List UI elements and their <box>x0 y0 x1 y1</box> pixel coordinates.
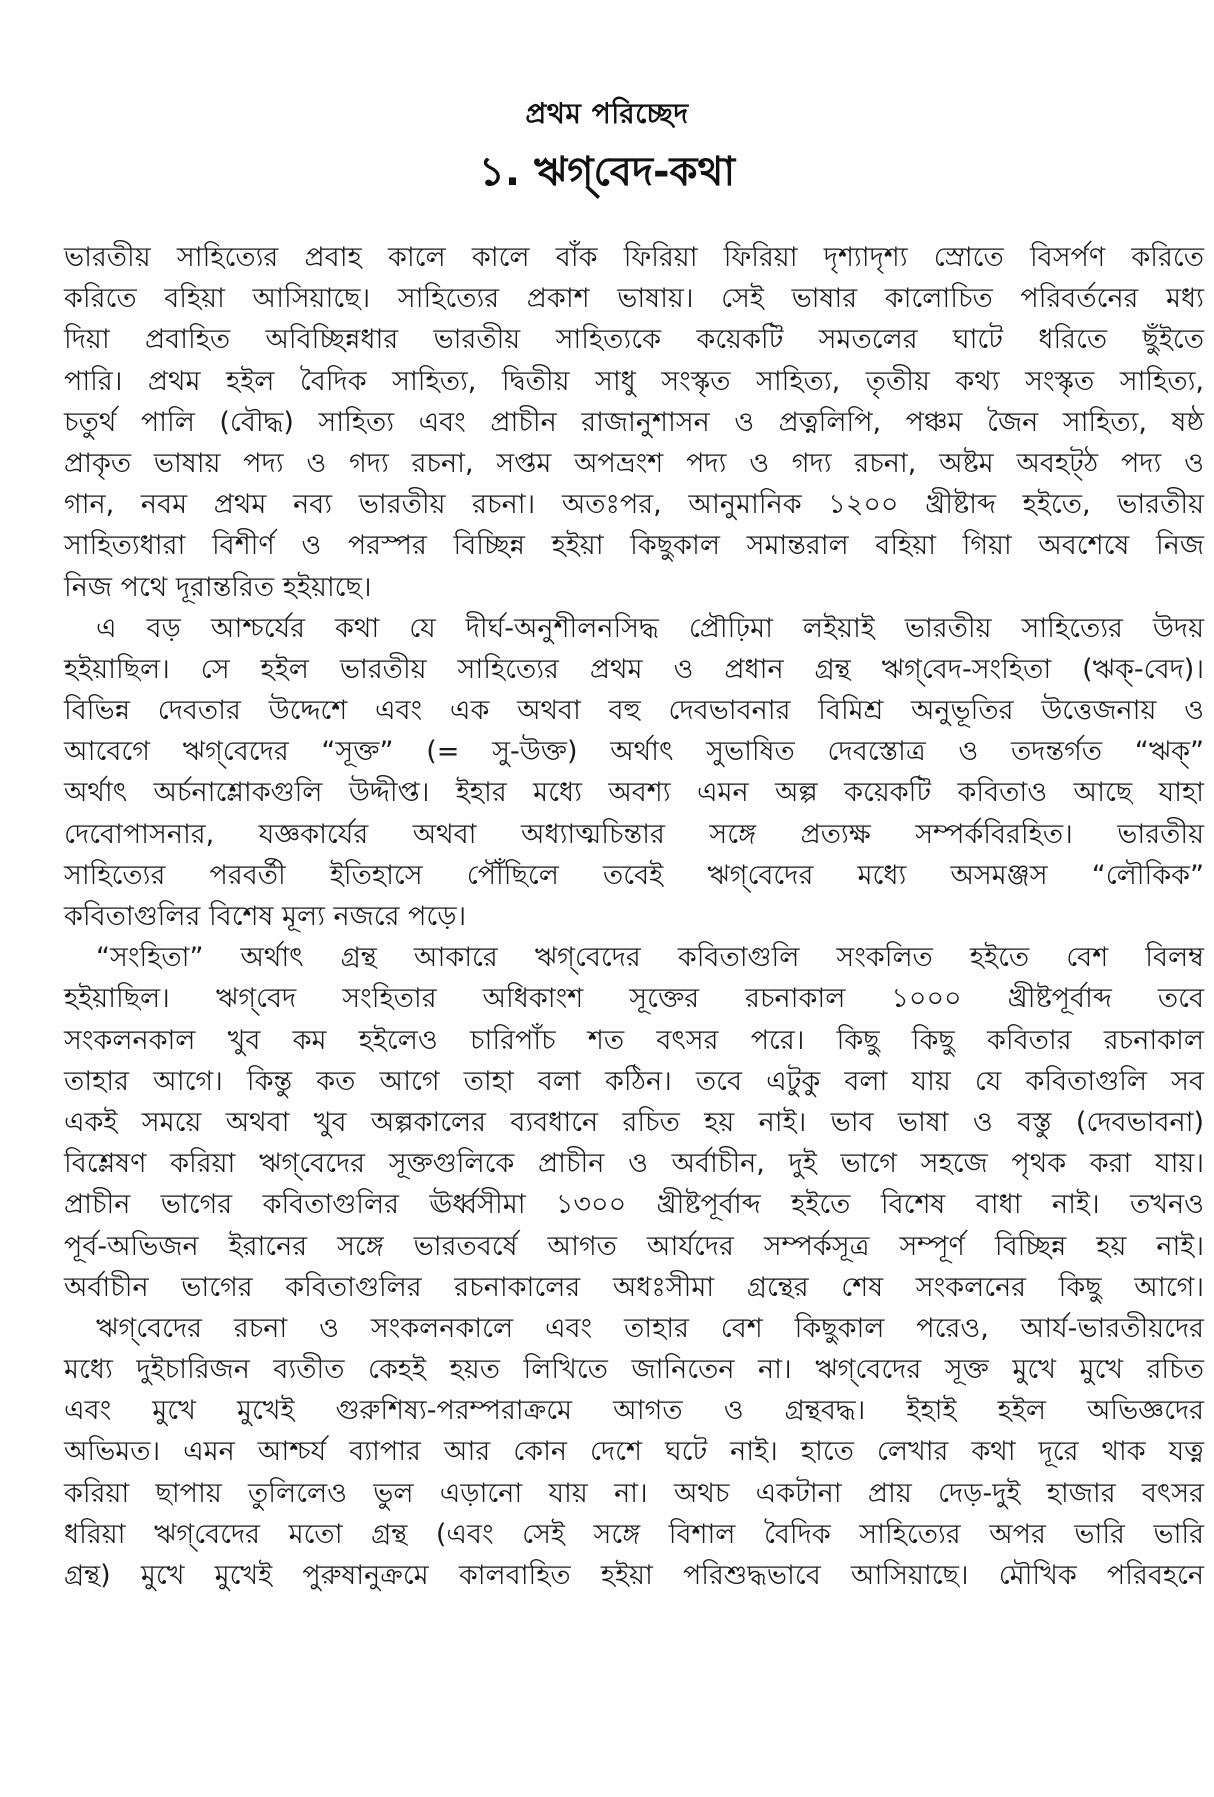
text-line: করিতে বহিয়া আসিয়াছে। সাহিত্যের প্রকাশ ভাষায়। সেই ভাষার কালোচিত পরিবর্তনের মধ্য <box>64 283 1204 315</box>
text-line: আবেগে ঋগ্‌বেদের “সূক্ত” (= সু-উক্ত) অর্থাৎ সুভাষিত দেবস্তোত্র ও তদন্তর্গত “ঋক্” <box>64 736 1204 768</box>
text-line: চতুর্থ পালি (বৌদ্ধ) সাহিত্য এবং প্রাচীন রাজানুশাসন ও প্রত্নলিপি, পঞ্চম জৈন সাহিত্য, ষষ্ঠ <box>64 406 1204 438</box>
paragraph-start-line: ঋগ্‌বেদের রচনা ও সংকলনকালে এবং তাহার বেশ কিছুকাল পরেও, আর্য-ভারতীয়দের <box>96 1312 1204 1344</box>
body-text <box>64 237 1204 1596</box>
paragraph-start-line: “সংহিতা” অর্থাৎ গ্রন্থ আকারে ঋগ্‌বেদের কবিতাগুলি সংকলিত হইতে বেশ বিলম্ব <box>96 942 1204 974</box>
text-line: অর্থাৎ অর্চনাশ্লোকগুলি উদ্দীপ্ত। ইহার মধ্যে অবশ্য এমন অল্প কয়েকটি কবিতাও আছে যাহা <box>64 777 1204 809</box>
text-line: কবিতাগুলির বিশেষ মূল্য নজরে পড়ে। <box>64 901 467 932</box>
text-line: প্রাকৃত ভাষায় পদ্য ও গদ্য রচনা, সপ্তম অপভ্রংশ পদ্য ও গদ্য রচনা, অষ্টম অবহট্‌ঠ পদ্য ও <box>64 447 1204 479</box>
text-line: বিশ্লেষণ করিয়া ঋগ্‌বেদের সূক্তগুলিকে প্রাচীন ও অর্বাচীন, দুই ভাগে সহজে পৃথক করা যায়। <box>64 1148 1204 1180</box>
text-line: পূর্ব-অভিজন ইরানের সঙ্গে ভারতবর্ষে আগত আর্যদের সম্পর্কসূত্র সম্পূর্ণ বিচ্ছিন্ন হয় নাই। <box>64 1230 1204 1262</box>
chapter-label: প্রথম পরিচ্ছেদ <box>525 97 689 130</box>
text-line: ভারতীয় সাহিত্যের প্রবাহ কালে কালে বাঁক ফিরিয়া ফিরিয়া দৃশ্যাদৃশ্য স্রোতে বিসর্পণ করিতে <box>64 242 1204 273</box>
text-line: অভিমত। এমন আশ্চর্য ব্যাপার আর কোন দেশে ঘটে নাই। হাতে লেখার কথা দূরে থাক যত্ন <box>64 1436 1204 1468</box>
text-line: মধ্যে দুইচারিজন ব্যতীত কেহই হয়ত লিখিতে জানিতেন না। ঋগ্‌বেদের সূক্ত মুখে মুখে রচিত <box>64 1354 1204 1386</box>
text-line: তাহার আগে। কিন্তু কত আগে তাহা বলা কঠিন। তবে এটুকু বলা যায় যে কবিতাগুলি সব <box>64 1065 1204 1097</box>
section-title: ১. ঋগ্‌বেদ-কথা <box>478 149 736 195</box>
text-line: দেবোপাসনার, যজ্ঞকার্যের অথবা অধ্যাত্মচিন্তার সঙ্গে প্রত্যক্ষ সম্পর্কবিরহিত। ভারতীয় <box>64 818 1204 850</box>
text-line: ধরিয়া ঋগ্‌বেদের মতো গ্রন্থ (এবং সেই সঙ্গে বিশাল বৈদিক সাহিত্যের অপর ভারি ভারি <box>64 1518 1204 1550</box>
text-line: অর্বাচীন ভাগের কবিতাগুলির রচনাকালের অধঃসীমা গ্রন্থের শেষ সংকলনের কিছু আগে। <box>64 1271 1204 1303</box>
text-line: বিভিন্ন দেবতার উদ্দেশে এবং এক অথবা বহু দেবভাবনার বিমিশ্র অনুভূতির উত্তেজনায় ও <box>64 695 1204 727</box>
text-line: প্রাচীন ভাগের কবিতাগুলির ঊর্ধ্বসীমা ১৩০০ খ্রীষ্টপূর্বাব্দ হইতে বিশেষ বাধা নাই। তখনও <box>64 1189 1204 1221</box>
text-line: সাহিত্যের পরবর্তী ইতিহাসে পৌঁছিলে তবেই ঋগ্‌বেদের মধ্যে অসমঞ্জস “লৌকিক” <box>64 859 1204 891</box>
text-line: নিজ পথে দূরান্তরিত হইয়াছে। <box>64 571 372 603</box>
text-line: সংকলনকাল খুব কম হইলেও চারিপাঁচ শত বৎসর পরে। কিছু কিছু কবিতার রচনাকাল <box>64 1024 1204 1056</box>
text-line: করিয়া ছাপায় তুলিলেও ভুল এড়ানো যায় না। অথচ একটানা প্রায় দেড়-দুই হাজার বৎসর <box>64 1477 1204 1509</box>
text-line: দিয়া প্রবাহিত অবিচ্ছিন্নধার ভারতীয় সাহিত্যকে কয়েকটি সমতলের ঘাটে ধরিতে ছুঁইতে <box>64 324 1204 356</box>
text-line: এবং মুখে মুখেই গুরুশিষ্য-পরম্পরাক্রমে আগত ও গ্রন্থবদ্ধ। ইহাই হইল অভিজ্ঞদের <box>64 1395 1204 1427</box>
text-line: গ্রন্থ) মুখে মুখেই পুরুষানুক্রমে কালবাহিত হইয়া পরিশুদ্ধভাবে আসিয়াছে। মৌখিক পরিবহনে <box>64 1560 1204 1591</box>
text-line: একই সময়ে অথবা খুব অল্পকালের ব্যবধানে রচিত হয় নাই। ভাব ভাষা ও বস্তু (দেবভাবনা) <box>64 1106 1204 1138</box>
text-line: গান, নবম প্রথম নব্য ভারতীয় রচনা। অতঃপর, আনুমানিক ১২০০ খ্রীষ্টাব্দ হইতে, ভারতীয় <box>64 489 1204 521</box>
text-line: পারি। প্রথম হইল বৈদিক সাহিত্য, দ্বিতীয় সাধু সংস্কৃত সাহিত্য, তৃতীয় কথ্য সংস্কৃত সাহিত্য, <box>64 365 1204 397</box>
text-line: হইয়াছিল। ঋগ্‌বেদ সংহিতার অধিকাংশ সূক্তের রচনাকাল ১০০০ খ্রীষ্টপূর্বাব্দ তবে <box>64 983 1204 1015</box>
text-line: সাহিত্যধারা বিশীর্ণ ও পরস্পর বিচ্ছিন্ন হইয়া কিছুকাল সমান্তরাল বহিয়া গিয়া অবশেষে নিজ <box>64 530 1204 562</box>
text-line: হইয়াছিল। সে হইল ভারতীয় সাহিত্যের প্রথম ও প্রধান গ্রন্থ ঋগ্‌বেদ-সংহিতা (ঋক্-বেদ)। <box>64 653 1204 685</box>
paragraph-start-line: এ বড় আশ্চর্যের কথা যে দীর্ঘ-অনুশীলনসিদ্ধ প্রৌঢ়িমা লইয়াই ভারতীয় সাহিত্যের উদয় <box>96 612 1204 644</box>
